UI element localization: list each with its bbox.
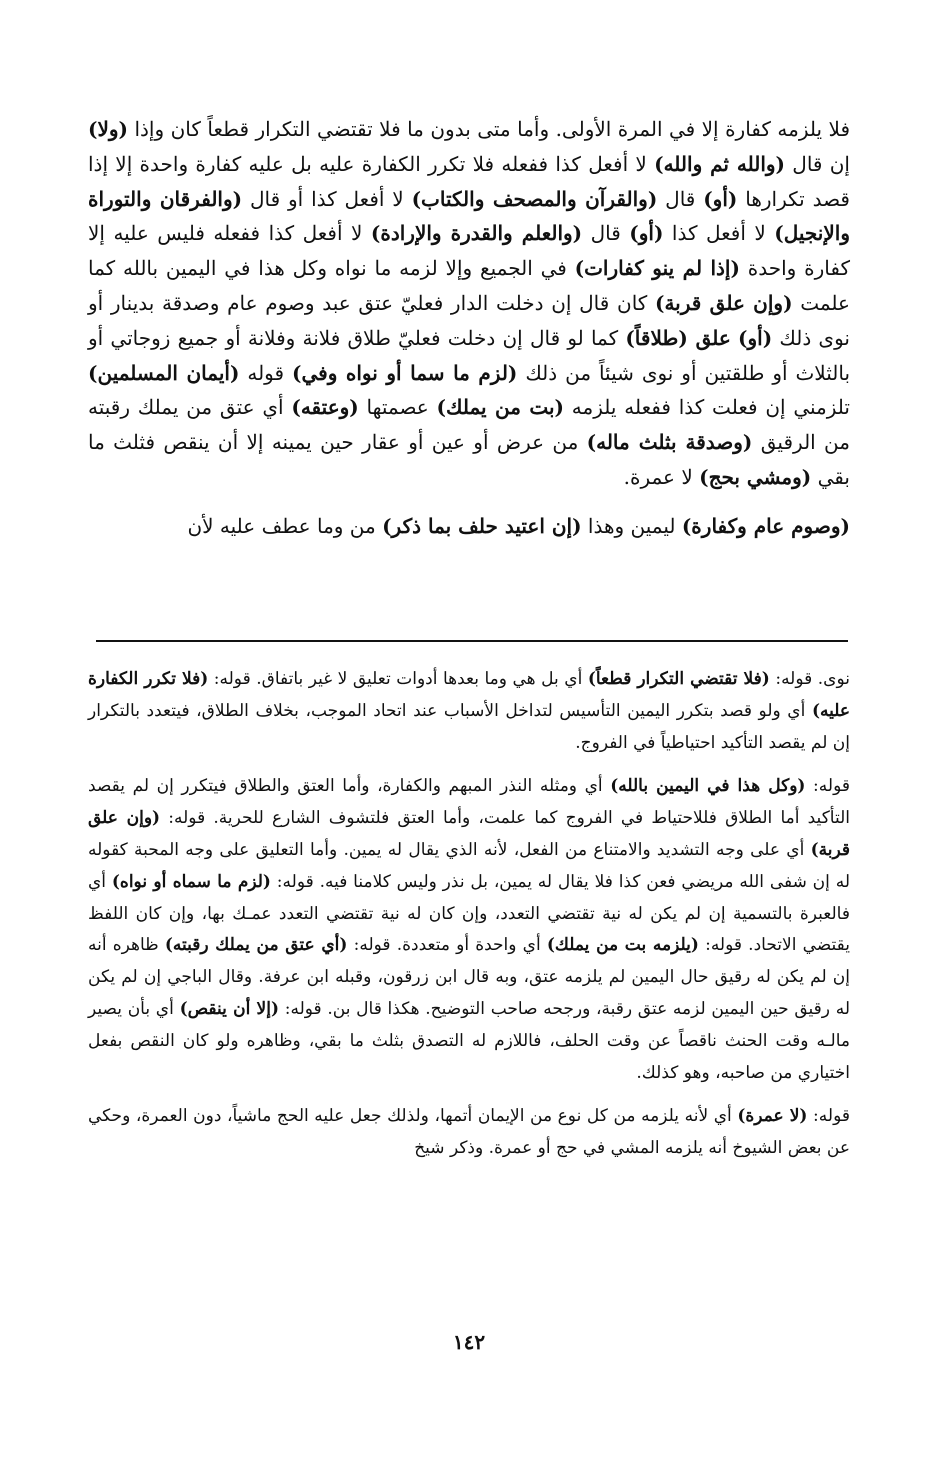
text-run: تلزمني إن فعلت كذا ففعله يلزمه (564, 395, 850, 420)
bold-quoted-term: (وصدقة بثلث ماله) (586, 430, 753, 455)
text-run (731, 326, 738, 350)
bold-quoted-term: (والعلم والقدرة والإرادة) (370, 221, 583, 246)
text-run: إن قال (785, 151, 850, 176)
bold-quoted-term: (أيمان المسلمين) (88, 360, 240, 385)
bold-quoted-term: (والفرقان والتوراة والإنجيل) (88, 186, 850, 246)
text-run: قال (582, 221, 630, 246)
page-number: ١٤٢ (452, 1330, 486, 1354)
footnote-paragraph-3 (88, 1101, 850, 1165)
text-run: أي ولو قصد بتكرر اليمين التأسيس لتداخل الأسباب عند اتحاد الموجب، بخلاف الطلاق، فيتعدد بالتكرار إن لم يقصد التأكيد احتياطياً في الفروج. (88, 700, 850, 753)
footnote-divider (96, 640, 848, 642)
footnote-paragraph-2 (88, 771, 850, 1089)
text-run: نوى. قوله: (769, 669, 851, 689)
text-run: قال (657, 186, 704, 211)
text-run: عصمتها (358, 395, 437, 420)
text-run: أي عتق من يملك رقبته من الرقيق (88, 395, 850, 455)
main-paragraph-2 (88, 509, 850, 544)
footnote-paragraph-1 (88, 664, 850, 759)
text-run: لا عمرة. (623, 464, 700, 489)
bold-quoted-term: (فلا تكرر الكفارة عليه) (88, 669, 850, 721)
text-run: ليمين وهذا (581, 513, 682, 538)
bold-quoted-term: (أو) (703, 186, 738, 211)
bold-quoted-term: (وصوم عام وكفارة) (681, 513, 850, 538)
text-run: في الجميع وإلا لزمه ما نواه وكل هذا في اليمين بالله كما علمت (88, 256, 850, 315)
main-paragraph-1 (88, 112, 850, 495)
bold-quoted-term: (ومشي بحج) (699, 464, 812, 489)
bold-quoted-term: (أو) (738, 325, 773, 350)
bold-quoted-term: (إن اعتيد حلف بما ذكر) (382, 513, 582, 538)
bold-quoted-term: (وإن علق قربة) (88, 808, 850, 860)
text-run: قوله (239, 360, 293, 385)
bold-quoted-term: علق (طلاقاً) (625, 325, 731, 350)
bold-quoted-term: (أو) (629, 221, 664, 246)
bold-quoted-term: (وعتقه) (291, 395, 359, 420)
text-run: فلا يلزمه كفارة إلا في المرة الأولى. وأما متى بدون ما فلا تقتضي التكرار قطعاً كان وإذا (128, 117, 850, 141)
text-run: أي بل هي وما بعدها أدوات تعليق لا غير باتفاق. قوله: (208, 669, 588, 689)
text-run: قوله: (807, 1106, 850, 1127)
bold-quoted-term: (يلزمه بت من يملك) (546, 935, 699, 956)
text-run: لا أفعل كذا ففعله فليس عليه إلا كفارة واحدة (88, 221, 850, 281)
bold-quoted-term: (بت من يملك) (436, 395, 564, 420)
text-run: أي على وجه التشديد والامتناع من الفعل، لأنه الذي يقال له يمين. وأما التعليق على وجه المحبة كقوله له إن شفى الله مريضي فعن كذا فلا يقال له يمين، بل نذر وليس كلامنا فيه. قوله: (88, 839, 850, 892)
bold-quoted-term: (والقرآن والمصحف والكتاب) (411, 186, 658, 211)
bold-quoted-term: (فلا تقتضي التكرار قطعاً) (587, 669, 770, 689)
bold-quoted-term: (لزم ما سما أو نواه وفي) (292, 360, 518, 385)
text-run: قوله: (805, 776, 850, 797)
text-run: لا أفعل كذا ففعله فلا تكرر الكفارة عليه بل عليه كفارة واحدة إلا إذا قصد تكرارها (88, 151, 850, 211)
bold-quoted-term: (إذا لم ينو كفارات) (574, 256, 740, 281)
text-run: أي بأن يصير مالـه وقت الحنث ناقصاً عن وقت الحلف، فاللازم له التصدق بثلث ما بقي، وظاهره ولو كان النقص بفعل اختياري من صاحبه، وهو كذلك. (88, 998, 850, 1083)
bold-quoted-term: (إلا أن ينقص) (179, 998, 280, 1019)
text-run: لا أفعل كذا أو قال (242, 186, 412, 211)
main-text (88, 112, 850, 544)
text-run: من عرض أو عين أو عقار حين يمينه إلا أن ينقص فثلث ما بقي (88, 430, 850, 489)
bold-quoted-term: (لزم ما سماه أو نواه) (111, 871, 271, 892)
text-run: كان قال إن دخلت الدار فعليّ عتق عبد وصوم عام وصدقة بدينار أو نوى ذلك (88, 290, 850, 350)
text-run: أي لأنه يلزمه من كل نوع من الإيمان أتمها، ولذلك جعل عليه الحج ماشياً، دون العمرة، وحكي عن بعض الشيوخ أنه يلزمه المشي في حج أو عمرة. وذكر شيخ (88, 1106, 850, 1159)
footnotes (88, 664, 850, 1165)
bold-quoted-term: (وإن علق قربة) (655, 290, 793, 315)
text-run: كما لو قال إن دخلت فعليّ طلاق فلانة وفلانة أو جميع زوجاتي أو بالثلاث أو طلقتين أو نوى شيئاً من ذلك (88, 325, 851, 385)
bold-quoted-term: (أي عتق من يملك رقبته) (164, 935, 348, 956)
bold-quoted-term: (وكل هذا في اليمين بالله) (610, 776, 806, 797)
text-run: أي ومثله النذر المبهم والكفارة، وأما العتق والطلاق فيتكرر إن لم يقصد التأكيد أما الطلاق فللاحتياط في الفروج كما علمت، وأما العتق فلتشوف الشارع للحرية. قوله: (88, 776, 850, 829)
text-run: أي فالعبرة بالتسمية إن لم يكن له نية تقتضي التعدد، وإن كان له نية تقتضي التعدد عمـك بها، وإن كان اللفظ يقتضي الاتحاد. قوله: (88, 871, 850, 956)
text-run: ظاهره أنه إن لم يكن له رقيق حال اليمين لم يلزمه عتق، وبه قال ابن زرقون، وقبله ابن عرفة. وقال الباجي إن لم يكن له رقيق حين اليمين لزمه عتق رقبة، ورجحه صاحب التوضيح. هكذا قال بن. قوله: (88, 935, 851, 1019)
text-run: لا أفعل كذا (663, 221, 775, 246)
text-run: من وما عطف عليه لأن (187, 513, 383, 538)
text-run: أي واحدة أو متعددة. قوله: (347, 935, 547, 956)
bold-quoted-term: (والله ثم والله) (654, 151, 785, 176)
bold-quoted-term: (لا عمرة) (737, 1106, 808, 1127)
bold-quoted-term: (ولا) (88, 117, 128, 141)
